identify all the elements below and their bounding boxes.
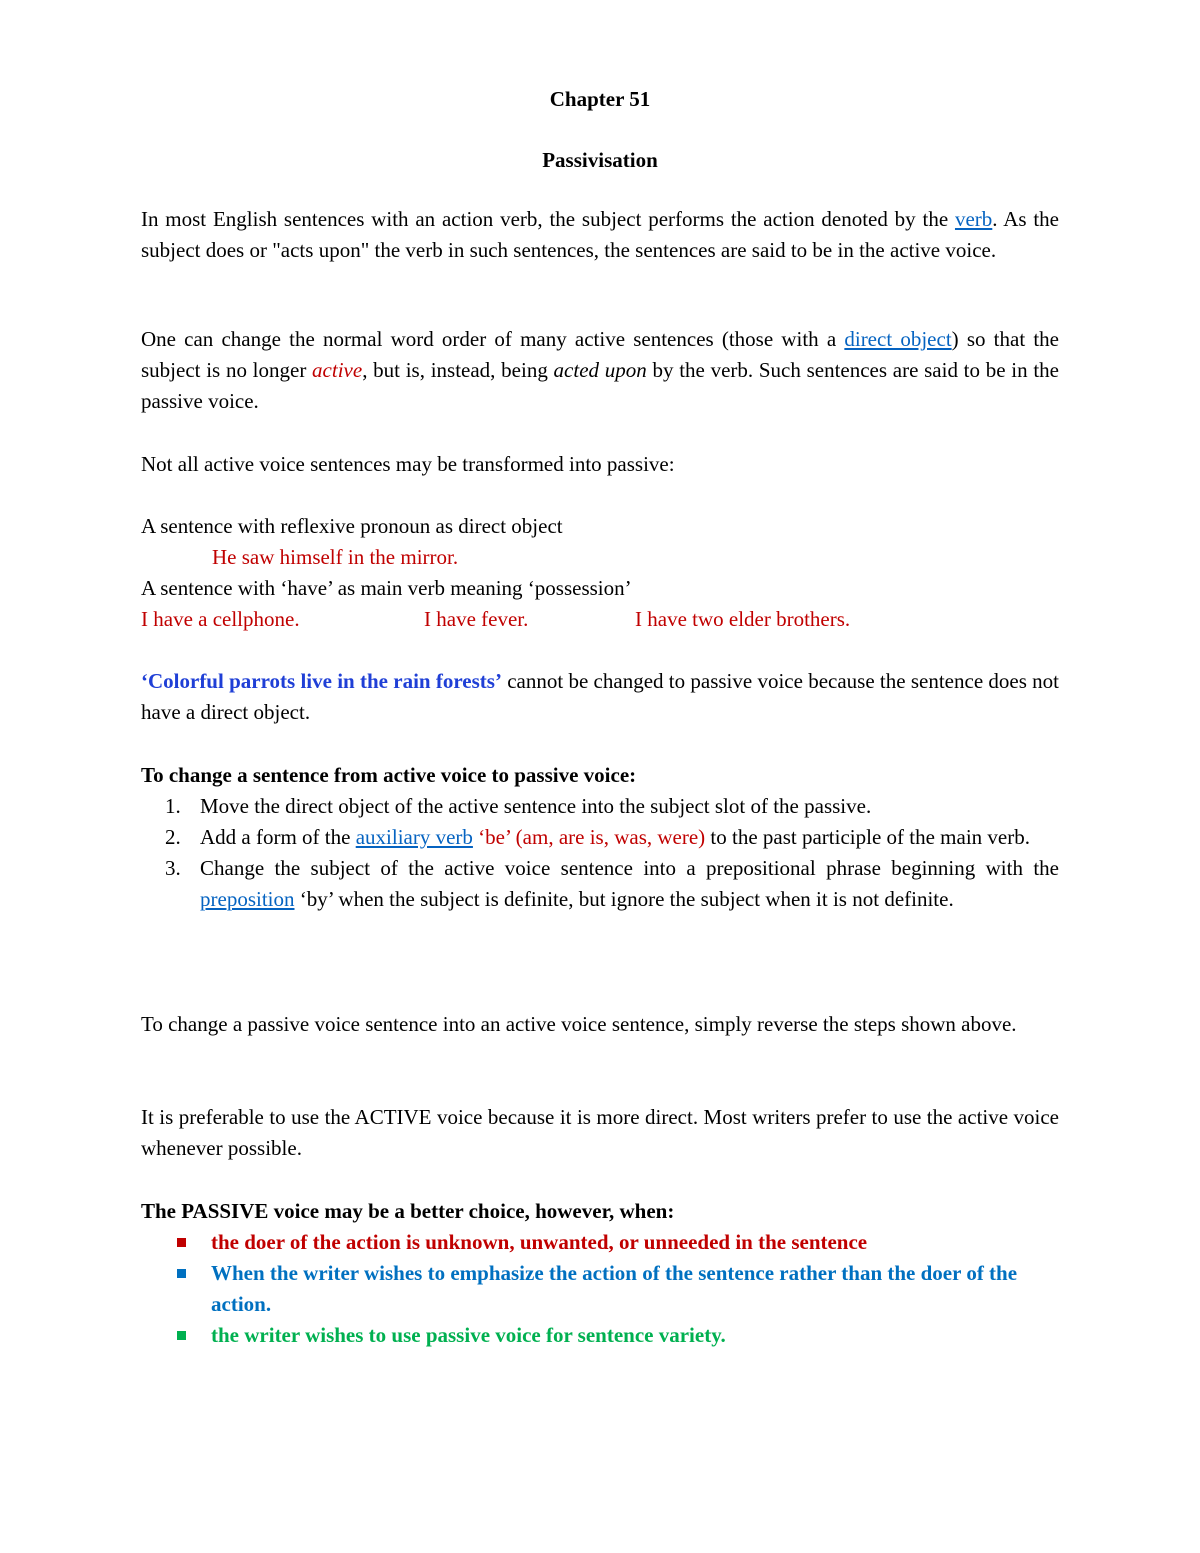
parrots-quote: ‘Colorful parrots live in the rain forests’ (141, 669, 502, 693)
square-bullet-icon (177, 1269, 186, 1278)
step-text: Move the direct object of the active sentence into the subject slot of the passive. (200, 794, 872, 818)
square-bullet-icon (177, 1238, 186, 1247)
reason-text: the writer wishes to use passive voice for sentence variety. (211, 1323, 726, 1347)
paragraph-text: One can change the normal word order of many active sentences (those with a (141, 327, 845, 351)
list-item (141, 822, 1059, 853)
list-item (141, 853, 1059, 915)
paragraph-text: cannot be changed to passive voice because the sentence does not have a direct object. (141, 669, 1059, 724)
acted-upon-emphasis: acted upon (553, 358, 647, 382)
step-text: Add a form of the (200, 825, 356, 849)
paragraph-active-passive (141, 324, 1059, 417)
auxiliary-verb-link[interactable]: auxiliary verb (355, 825, 473, 849)
steps-list (141, 791, 1059, 915)
example-label-reflexive: A sentence with reflexive pronoun as direct object (141, 514, 563, 538)
step-number: 2. (165, 825, 181, 849)
steps-heading: To change a sentence from active voice to passive voice: (141, 763, 637, 787)
example-reflexive: He saw himself in the mirror. (212, 545, 459, 569)
square-bullet-icon (177, 1331, 186, 1340)
paragraph-preferable: It is preferable to use the ACTIVE voice because it is more direct. Most writers prefer to use the active voice whenever possible. (141, 1105, 1059, 1160)
have-example: I have fever. (424, 607, 529, 631)
paragraph-reverse: To change a passive voice sentence into an active voice sentence, simply reverse the steps shown above. (141, 1012, 1017, 1036)
list-item (141, 1320, 1059, 1351)
paragraph-intro (141, 204, 1059, 266)
have-example: I have two elder brothers. (635, 607, 851, 631)
chapter-title: Chapter 51 (549, 87, 651, 111)
paragraph-not-all: Not all active voice sentences may be transformed into passive: (141, 452, 675, 476)
paragraph-text: In most English sentences with an action verb, the subject performs the action denoted by the (141, 207, 955, 231)
list-item (141, 1227, 1059, 1258)
verb-link[interactable]: verb (954, 207, 993, 231)
step-text: Change the subject of the active voice sentence into a prepositional phrase beginning with the (200, 856, 1059, 880)
step-text: ‘by’ when the subject is definite, but ignore the subject when it is not definite. (294, 887, 954, 911)
have-example: I have a cellphone. (141, 607, 300, 631)
passive-reasons-list (141, 1227, 1059, 1351)
paragraph-text: . As the subject does or "acts upon" the verb in such sentences, the sentences are said to be in the active voice. (141, 207, 1059, 262)
list-item (141, 791, 1059, 822)
paragraph-text: ) so that the subject is no longer (141, 327, 1059, 382)
active-emphasis: active (312, 358, 363, 382)
bullets-heading: The PASSIVE voice may be a better choice, however, when: (141, 1199, 675, 1223)
step-text: to the past participle of the main verb. (705, 825, 1030, 849)
paragraph-text: by the verb. Such sentences are said to be in the passive voice. (141, 358, 1060, 413)
reason-text: When the writer wishes to emphasize the action of the sentence rather than the doer of the action. (211, 1261, 1018, 1316)
preposition-link[interactable]: preposition (200, 887, 295, 911)
reason-text: the doer of the action is unknown, unwanted, or unneeded in the sentence (211, 1230, 868, 1254)
paragraph-parrots (141, 666, 1059, 728)
section-title: Passivisation (542, 148, 658, 172)
be-forms: ‘be’ (am, are is, was, were) (472, 825, 706, 849)
step-number: 1. (165, 794, 181, 818)
step-number: 3. (165, 856, 181, 880)
document-page (141, 0, 1059, 1553)
paragraph-text: , but is, instead, being (362, 358, 554, 382)
example-label-have: A sentence with ‘have’ as main verb meaning ‘possession’ (141, 576, 632, 600)
list-item (141, 1258, 1059, 1320)
have-examples (141, 604, 1059, 635)
direct-object-link[interactable]: direct object (844, 327, 952, 351)
